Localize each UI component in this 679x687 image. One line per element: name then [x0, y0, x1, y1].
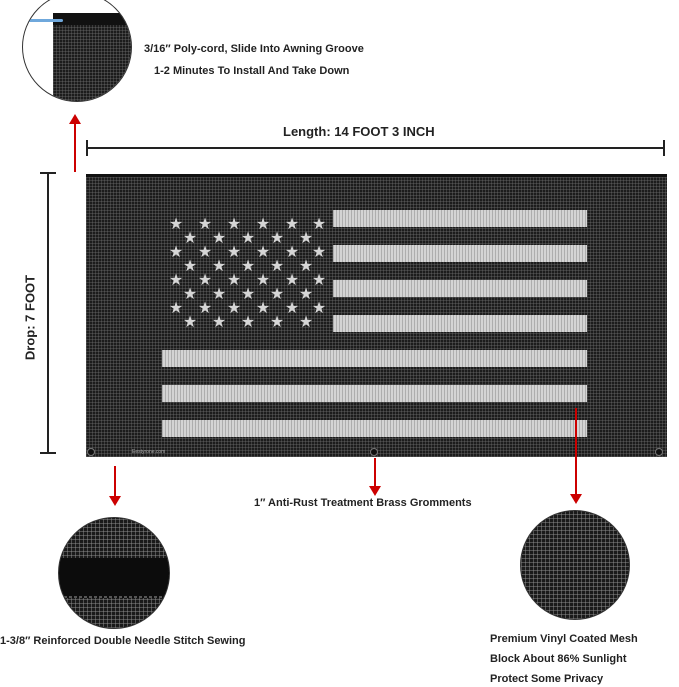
star-icon: ★: [168, 216, 184, 233]
star-icon: ★: [211, 314, 227, 331]
star-icon: ★: [197, 272, 213, 289]
length-label: Length: 14 FOOT 3 INCH: [283, 124, 435, 139]
star-icon: ★: [226, 244, 242, 261]
flag-stripe: [162, 385, 587, 402]
star-icon: ★: [284, 216, 300, 233]
awning-mesh-panel: [86, 174, 667, 457]
star-icon: ★: [311, 300, 327, 317]
star-icon: ★: [284, 272, 300, 289]
length-tick-right: [663, 140, 665, 156]
drop-dimension-line: [47, 172, 49, 454]
mesh-label-1: Premium Vinyl Coated Mesh: [490, 633, 638, 645]
star-icon: ★: [211, 258, 227, 275]
star-icon: ★: [255, 272, 271, 289]
star-icon: ★: [311, 216, 327, 233]
flag-stripe: [333, 280, 587, 297]
grommet-arrow-line: [374, 458, 376, 486]
mesh-label-2: Block About 86% Sunlight: [490, 653, 627, 665]
star-icon: ★: [255, 300, 271, 317]
star-icon: ★: [197, 300, 213, 317]
star-icon: ★: [182, 314, 198, 331]
star-icon: ★: [298, 286, 314, 303]
stitch-arrow-line: [114, 466, 116, 496]
star-icon: ★: [226, 300, 242, 317]
flag-stripe: [333, 210, 587, 227]
flag-stripe: [162, 350, 587, 367]
stitch-zoom-circle: [58, 517, 170, 629]
grommet-icon: [87, 448, 95, 456]
star-icon: ★: [255, 216, 271, 233]
grommet-label: 1″ Anti-Rust Treatment Brass Gromments: [254, 497, 472, 509]
mesh-zoom-circle: [520, 510, 630, 620]
star-icon: ★: [269, 258, 285, 275]
stitch-label: 1-3/8″ Reinforced Double Needle Stitch Sewing: [0, 635, 246, 647]
grommet-arrow-icon: [369, 486, 381, 496]
star-icon: ★: [197, 244, 213, 261]
star-icon: ★: [226, 272, 242, 289]
star-icon: ★: [211, 230, 227, 247]
star-icon: ★: [240, 286, 256, 303]
star-icon: ★: [269, 314, 285, 331]
star-icon: ★: [269, 286, 285, 303]
brand-tag: Eestyrone.com: [132, 449, 166, 455]
star-icon: ★: [255, 244, 271, 261]
star-icon: ★: [168, 272, 184, 289]
poly-cord-hem: [53, 13, 131, 25]
star-icon: ★: [182, 258, 198, 275]
poly-cord-line: [23, 19, 63, 22]
star-icon: ★: [311, 272, 327, 289]
poly-cord-label: 3/16″ Poly-cord, Slide Into Awning Groove: [144, 43, 364, 55]
flag-stripe: [333, 245, 587, 262]
length-tick-left: [86, 140, 88, 156]
stitch-hem: [59, 558, 170, 598]
star-icon: ★: [182, 230, 198, 247]
flag-stripe: [333, 315, 587, 332]
star-icon: ★: [269, 230, 285, 247]
poly-cord-arrow-line: [74, 124, 76, 172]
mesh-arrow-icon: [570, 494, 582, 504]
grommet-icon: [655, 448, 663, 456]
star-icon: ★: [211, 286, 227, 303]
length-dimension-line: [86, 147, 665, 149]
stitch-seam-line: [59, 596, 170, 598]
star-icon: ★: [182, 286, 198, 303]
star-icon: ★: [240, 314, 256, 331]
grommet-icon: [370, 448, 378, 456]
star-icon: ★: [284, 300, 300, 317]
star-icon: ★: [240, 230, 256, 247]
flag-stripe: [162, 420, 587, 437]
star-icon: ★: [226, 216, 242, 233]
star-icon: ★: [298, 230, 314, 247]
drop-label: Drop: 7 FOOT: [22, 274, 38, 361]
stitch-arrow-icon: [109, 496, 121, 506]
mesh-arrow-line: [575, 408, 577, 494]
drop-tick-bottom: [40, 452, 56, 454]
star-icon: ★: [168, 300, 184, 317]
star-icon: ★: [298, 258, 314, 275]
star-icon: ★: [168, 244, 184, 261]
drop-tick-top: [40, 172, 56, 174]
poly-cord-arrow-icon: [69, 114, 81, 124]
star-icon: ★: [298, 314, 314, 331]
poly-cord-zoom-circle: [22, 0, 132, 102]
poly-cord-mesh: [53, 13, 131, 102]
install-label: 1-2 Minutes To Install And Take Down: [154, 65, 350, 77]
star-icon: ★: [311, 244, 327, 261]
star-icon: ★: [284, 244, 300, 261]
star-icon: ★: [197, 216, 213, 233]
mesh-label-3: Protect Some Privacy: [490, 673, 604, 685]
star-icon: ★: [240, 258, 256, 275]
